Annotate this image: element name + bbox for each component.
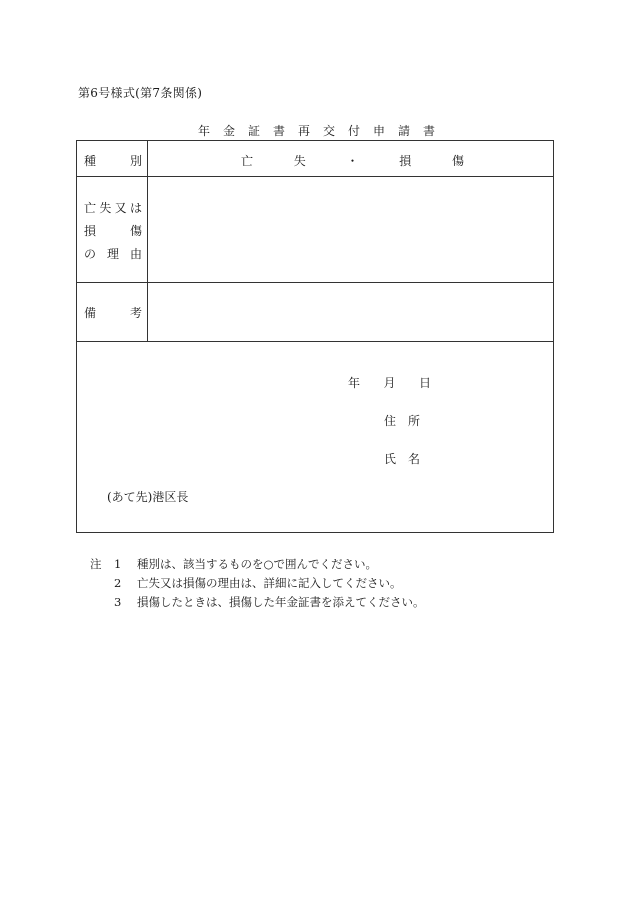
day-label: 日 [418,376,431,390]
month-label: 月 [383,376,396,390]
row-divider [77,341,553,342]
remarks-label: 備 考 [84,306,142,320]
row-divider [77,176,553,177]
remarks-input-area[interactable] [149,284,551,340]
row-divider [77,282,553,283]
note-item: 3 損傷したときは、損傷した年金証書を添えてください。 [114,595,425,609]
name-label: 氏 名 [384,452,420,466]
option-separator: ・ [346,154,359,168]
form-number-label: 第6号様式(第7条関係) [78,86,203,100]
notes-heading: 注 [90,557,102,571]
notes-section [90,555,425,612]
address-label: 住 所 [384,414,420,428]
year-label: 年 [348,376,361,390]
reason-input-area[interactable] [149,178,551,280]
note-item: 2 亡失又は損傷の理由は、詳細に記入してください。 [114,576,402,590]
application-form-table [76,140,554,533]
option-boshitsu-1[interactable]: 亡 [241,154,254,168]
reason-label-line-3: の 理 由 [84,247,142,261]
address-input[interactable] [427,406,543,430]
type-label: 種 別 [84,154,142,168]
reason-label-line-2: 損 傷 [84,224,142,238]
option-sonsho-2[interactable]: 傷 [451,154,464,168]
option-sonsho-1[interactable]: 損 [399,154,412,168]
document-title: 年金証書再交付申請書 [198,124,449,138]
name-input[interactable] [427,444,543,468]
type-options[interactable] [241,152,464,169]
option-boshitsu-2[interactable]: 失 [293,154,306,168]
reason-label-line-1: 亡 失 又 は [84,201,142,215]
note-item: 注 1 種別は、該当するものを○で囲んでください。 [90,555,425,574]
date-field[interactable] [348,374,431,391]
column-divider [147,141,148,341]
addressee: (あて先)港区長 [107,490,189,504]
